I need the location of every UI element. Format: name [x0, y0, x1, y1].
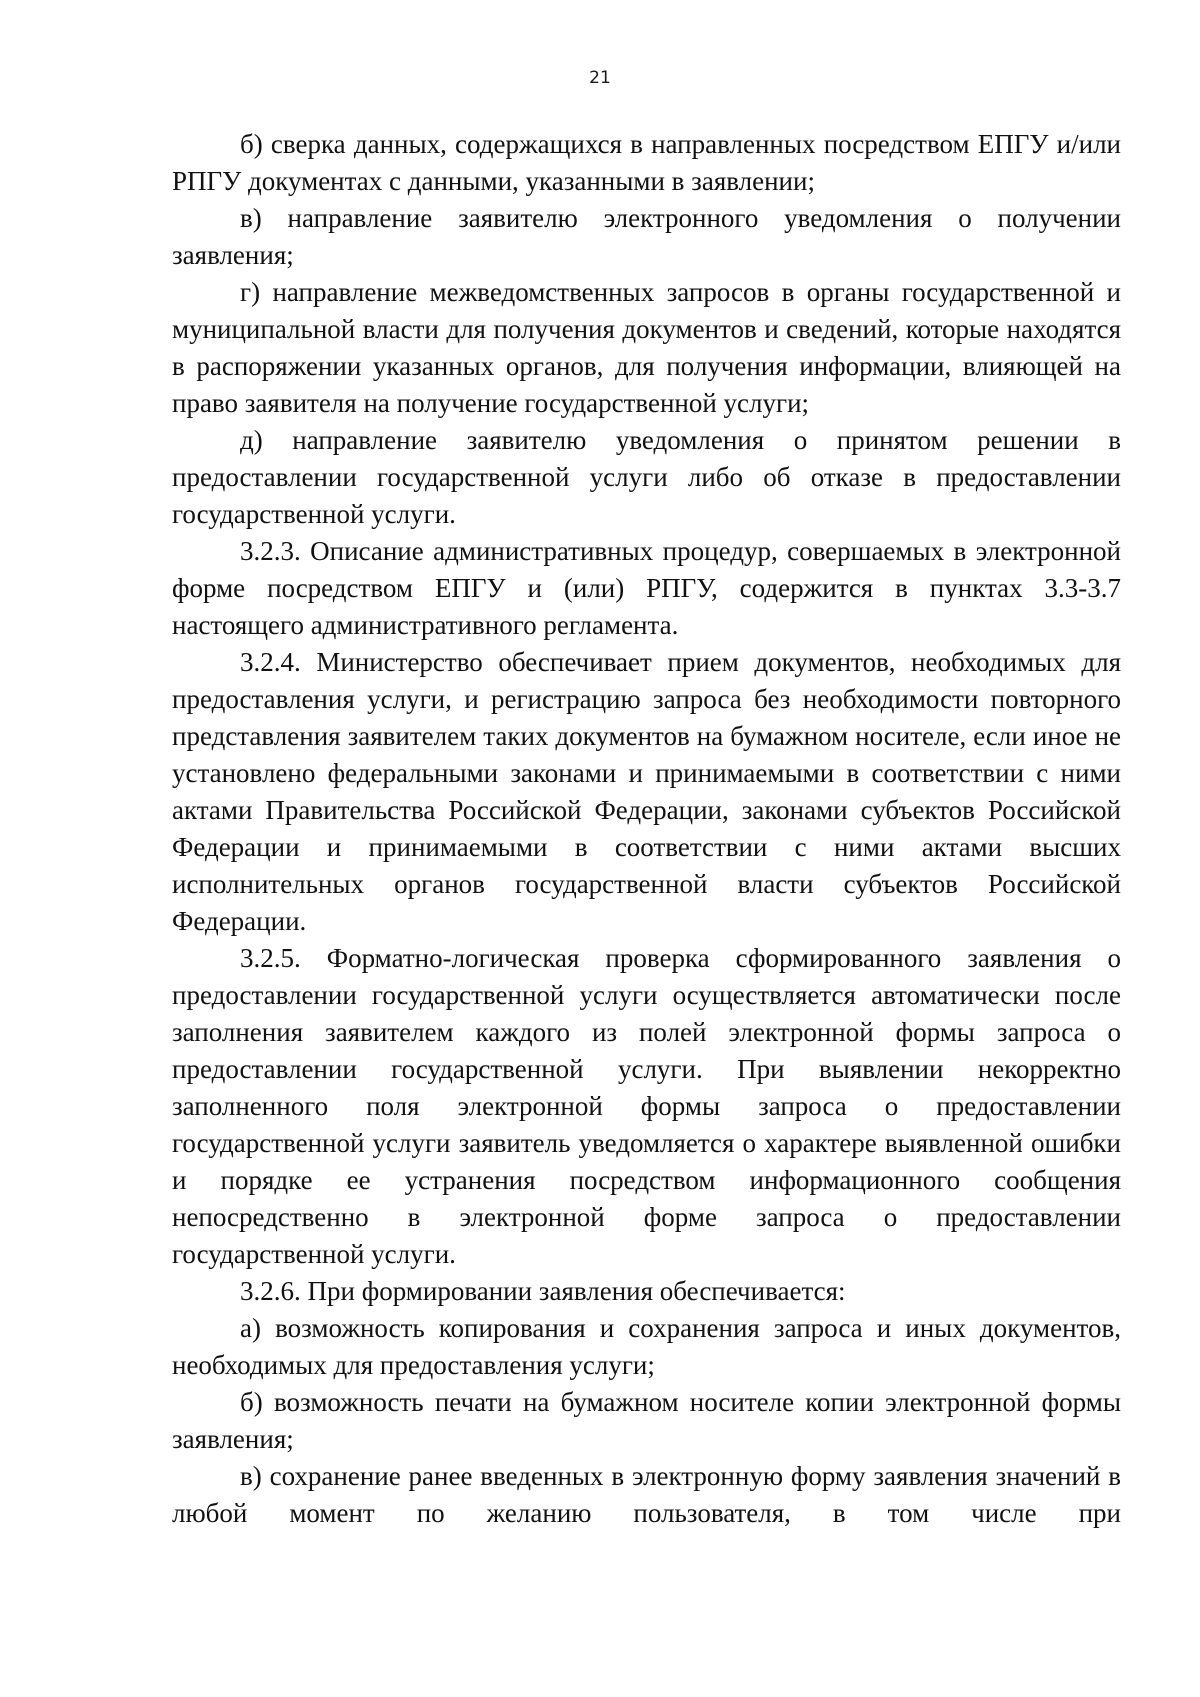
paragraph-b-data-check: б) сверка данных, содержащихся в направленных посредством ЕПГУ и/или РПГУ документах с данными, указанными в заявлении;	[172, 129, 1121, 196]
document-body	[172, 126, 1121, 1532]
paragraph-3-2-3: 3.2.3. Описание административных процедур, совершаемых в электронной форме посредством ЕПГУ и (или) РПГУ, содержится в пунктах 3.3-3.7 настоящего административного регламента.	[172, 536, 1121, 640]
paragraph-g-interagency-requests: г) направление межведомственных запросов в органы государственной и муниципальной власти для получения документов и сведений, которые находятся в распоряжении указанных органов, для получения информации, влияющей на право заявителя на получение государственной услуги;	[172, 277, 1121, 418]
paragraph-a-copy-save: а) возможность копирования и сохранения запроса и иных документов, необходимых для предоставления услуги;	[172, 1313, 1121, 1380]
page-number: 21	[589, 68, 611, 88]
paragraph-b-print: б) возможность печати на бумажном носителе копии электронной формы заявления;	[172, 1387, 1121, 1454]
paragraph-v-notification: в) направление заявителю электронного уведомления о получении заявления;	[172, 203, 1121, 270]
paragraph-v-save-values: в) сохранение ранее введенных в электронную форму заявления значений в любой момент по желанию пользователя, в том числе при	[172, 1461, 1121, 1528]
paragraph-3-2-5: 3.2.5. Форматно-логическая проверка сформированного заявления о предоставлении государственной услуги осуществляется автоматически после заполнения заявителем каждого из полей электронной формы запроса о предоставлении государственной услуги. При выявлении некорректно заполненного поля электронной формы запроса о предоставлении государственной услуги заявитель уведомляется о характере выявленной ошибки и порядке ее устранения посредством информационного сообщения непосредственно в электронной форме запроса о предоставлении государственной услуги.	[172, 943, 1121, 1269]
paragraph-d-decision-notice: д) направление заявителю уведомления о принятом решении в предоставлении государственной услуги либо об отказе в предоставлении государственной услуги.	[172, 425, 1121, 529]
paragraph-3-2-6: 3.2.6. При формировании заявления обеспечивается:	[240, 1276, 846, 1306]
paragraph-3-2-4: 3.2.4. Министерство обеспечивает прием документов, необходимых для предоставления услуги, и регистрацию запроса без необходимости повторного представления заявителем таких документов на бумажном носителе, если иное не установлено федеральными законами и принимаемыми в соответствии с ними актами Правительства Российской Федерации, законами субъектов Российской Федерации и принимаемыми в соответствии с ними актами высших исполнительных органов государственной власти субъектов Российской Федерации.	[172, 647, 1121, 936]
